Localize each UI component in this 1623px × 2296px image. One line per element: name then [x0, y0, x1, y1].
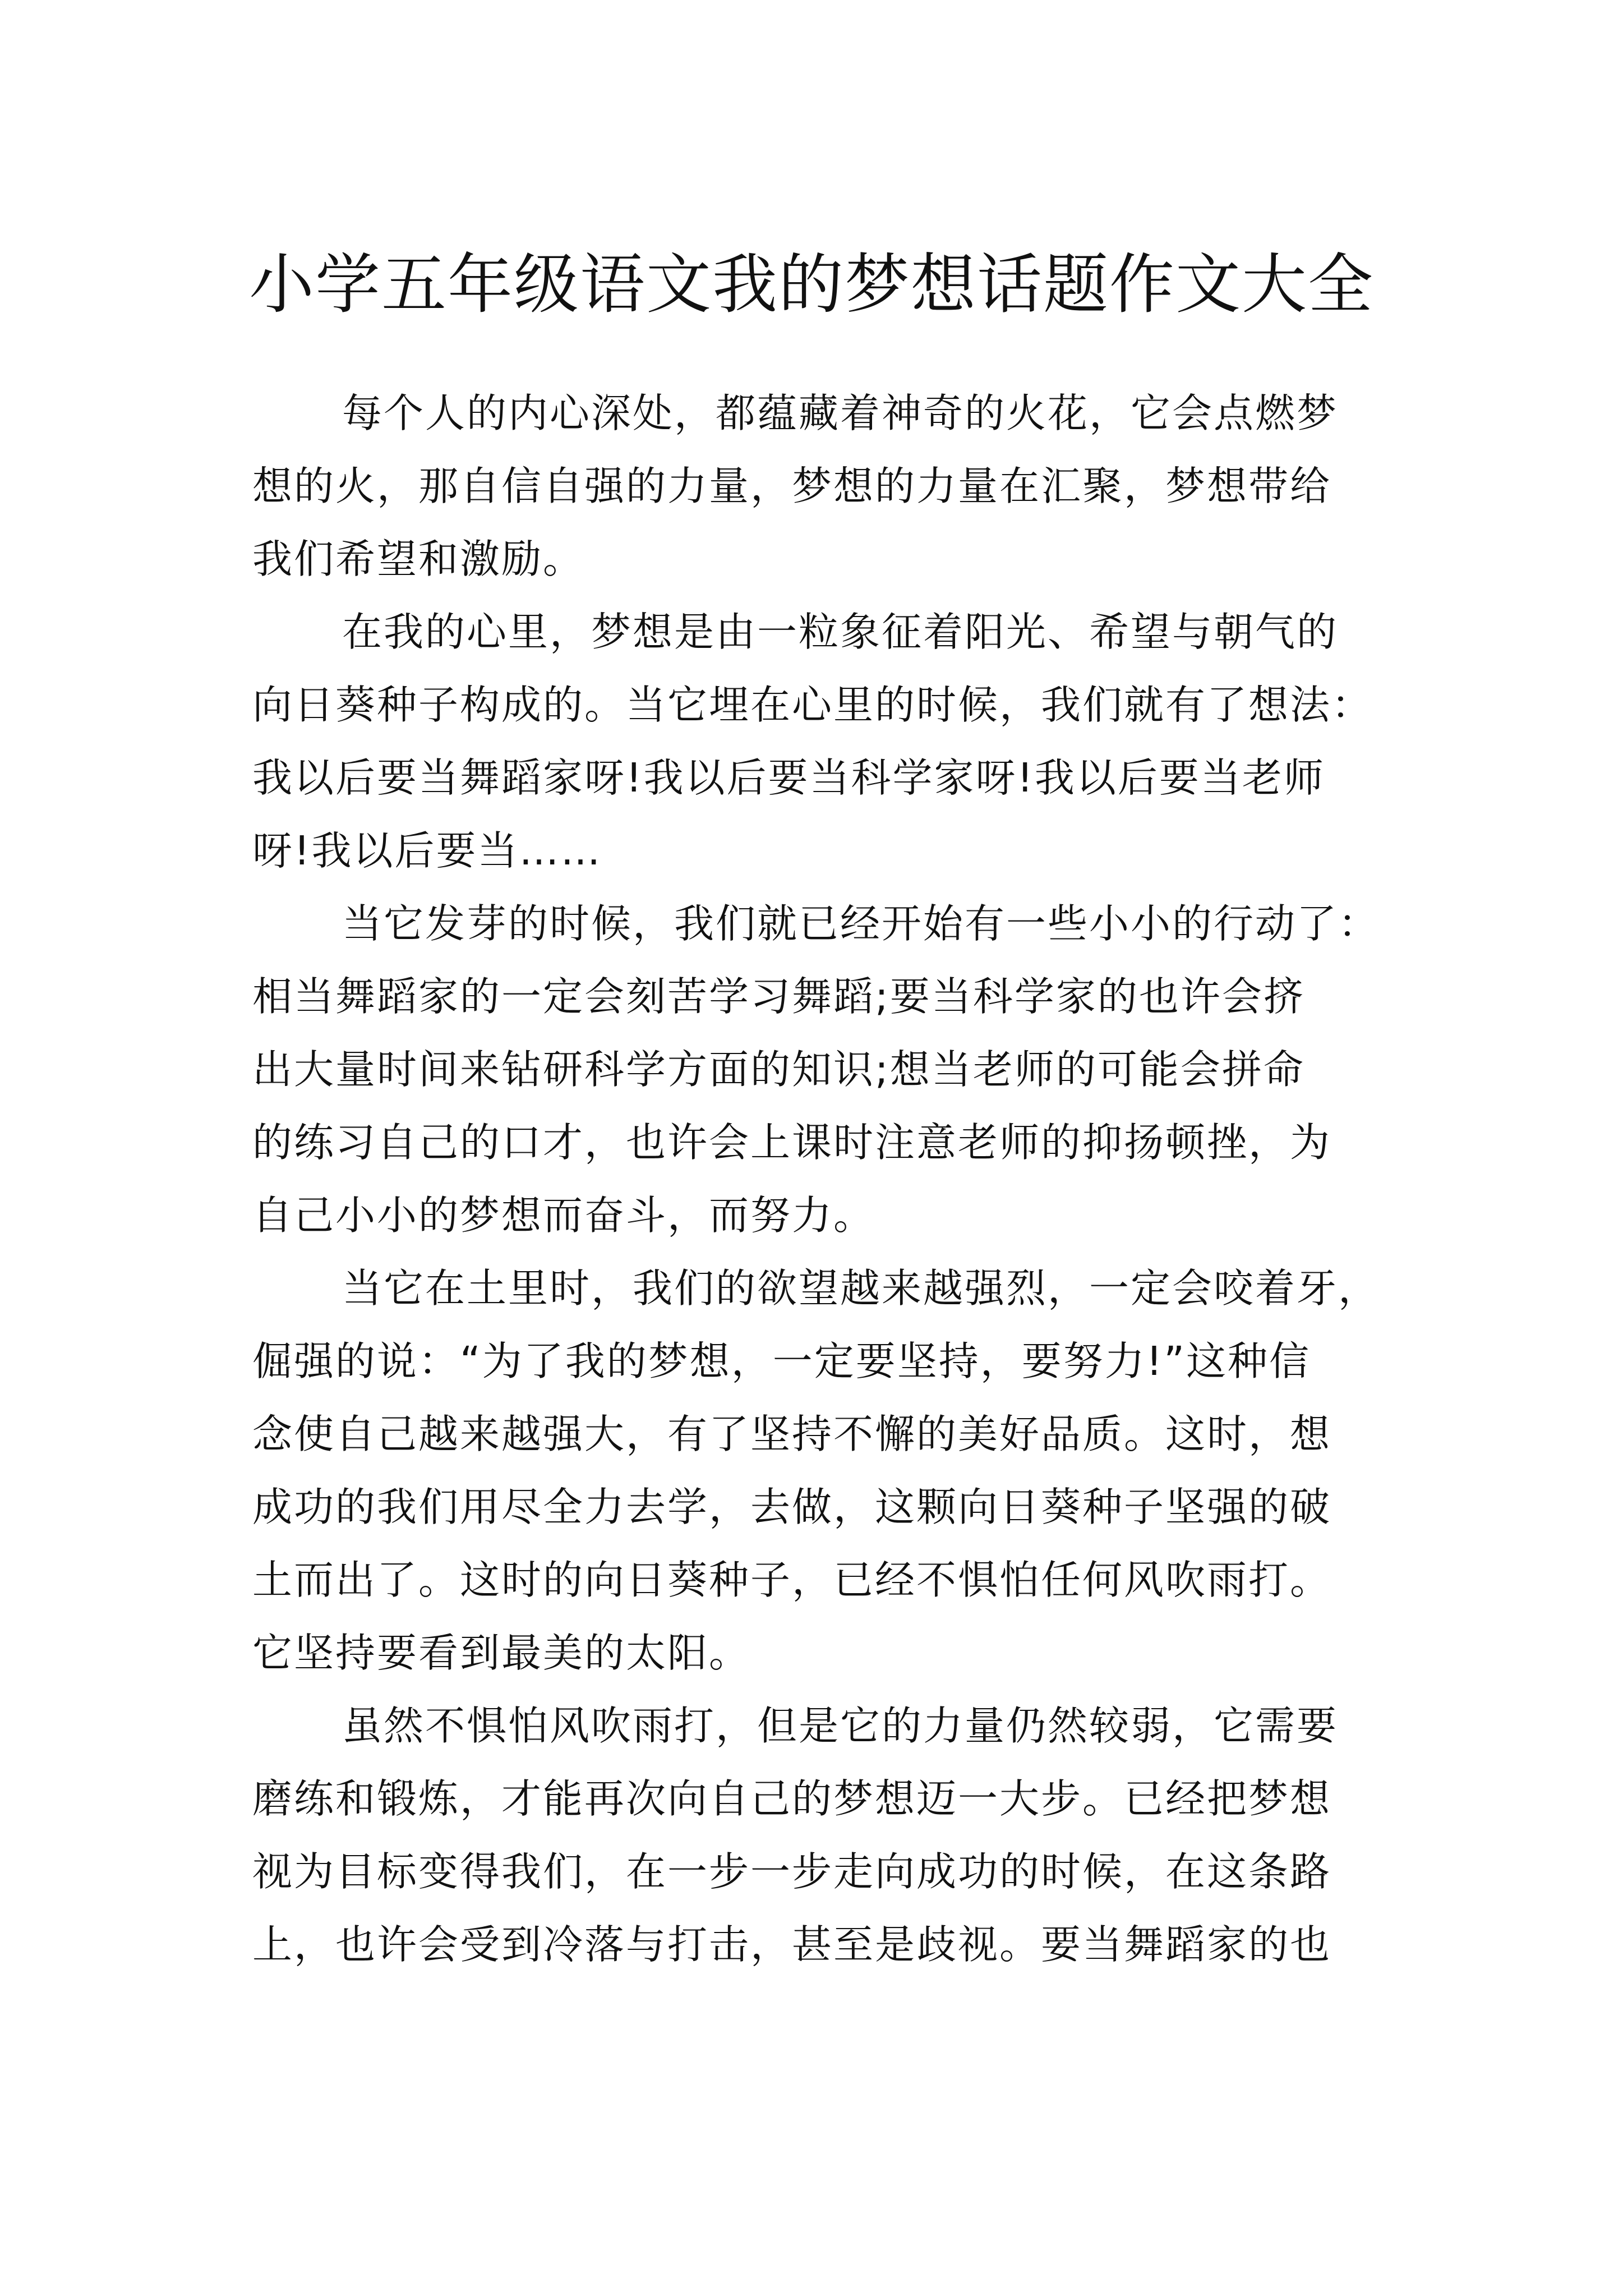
body-text-line: 视为目标变得我们，在一步一步走向成功的时候，在这条路 [252, 1848, 1332, 1895]
body-text-line: 自己小小的梦想而奋斗，而努力。 [252, 1192, 875, 1239]
body-text-line: 念使自己越来越强大，有了坚持不懈的美好品质。这时，想 [252, 1411, 1332, 1457]
body-text-line: 想的火，那自信自强的力量，梦想的力量在汇聚，梦想带给 [252, 463, 1332, 509]
body-text-line: 倔强的说：“为了我的梦想，一定要坚持，要努力!”这种信 [252, 1338, 1311, 1384]
body-text-line: 虽然不惧怕风吹雨打，但是它的力量仍然较弱，它需要 [342, 1703, 1339, 1749]
body-text-line: 出大量时间来钻研科学方面的知识;想当老师的可能会拼命 [252, 1046, 1305, 1093]
document-body [252, 377, 1385, 1981]
body-text-line: 在我的心里，梦想是由一粒象征着阳光、希望与朝气的 [342, 609, 1339, 655]
body-text-line: 磨练和锻炼，才能再次向自己的梦想迈一大步。已经把梦想 [252, 1775, 1332, 1822]
body-text-line: 当它在土里时，我们的欲望越来越强烈，一定会咬着牙， [342, 1265, 1380, 1312]
document-title: 小学五年级语文我的梦想话题作文大全 [249, 246, 1374, 323]
body-text-line: 每个人的内心深处，都蕴藏着神奇的火花，它会点燃梦 [342, 390, 1339, 436]
body-text-line: 的练习自己的口才，也许会上课时注意老师的抑扬顿挫，为 [252, 1119, 1332, 1166]
body-text-line: 相当舞蹈家的一定会刻苦学习舞蹈;要当科学家的也许会挤 [252, 973, 1305, 1020]
body-text-line: 上，也许会受到冷落与打击，甚至是歧视。要当舞蹈家的也 [252, 1921, 1332, 1968]
body-text-line: 成功的我们用尽全力去学，去做，这颗向日葵种子坚强的破 [252, 1484, 1332, 1530]
body-text-line: 呀!我以后要当…… [252, 827, 602, 874]
body-text-line: 当它发芽的时候，我们就已经开始有一些小小的行动了： [342, 900, 1380, 947]
body-text-line: 它坚持要看到最美的太阳。 [252, 1630, 751, 1676]
body-text-line: 土而出了。这时的向日葵种子，已经不惧怕任何风吹雨打。 [252, 1557, 1332, 1603]
body-text-line: 我以后要当舞蹈家呀!我以后要当科学家呀!我以后要当老师 [252, 754, 1325, 801]
body-text-line: 我们希望和激励。 [252, 536, 585, 582]
body-text-line: 向日葵种子构成的。当它埋在心里的时候，我们就有了想法： [252, 682, 1373, 728]
